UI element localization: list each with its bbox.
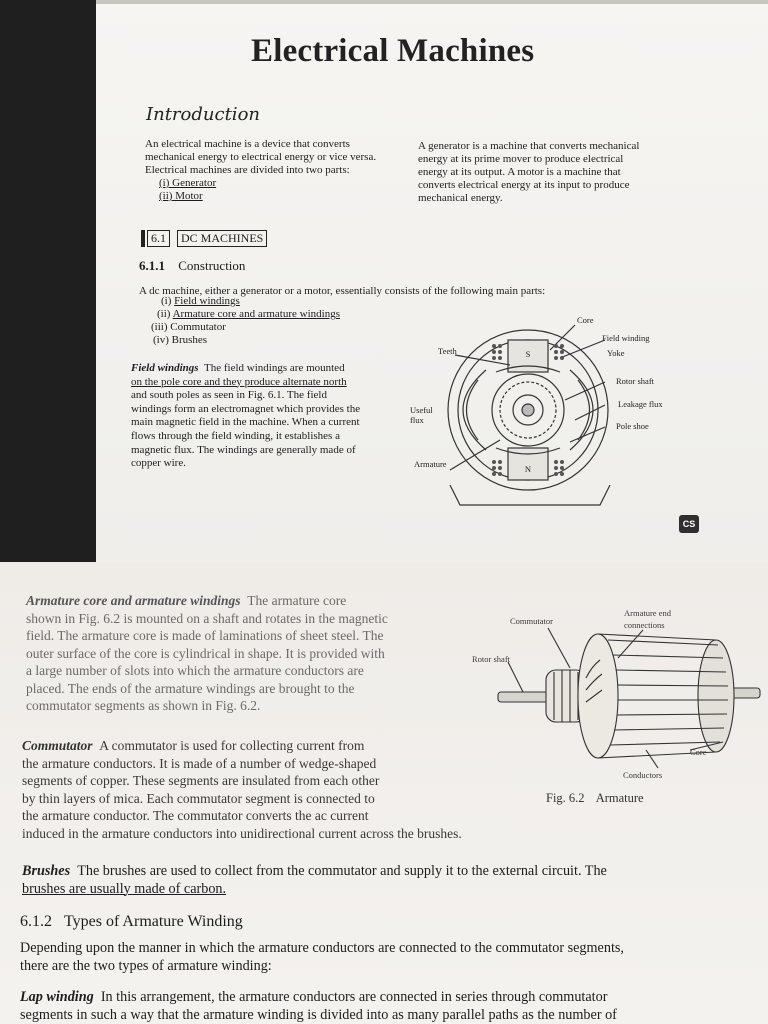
pole-label-n: N <box>524 464 532 474</box>
label-commutator: Commutator <box>510 616 553 626</box>
field-coil-right-top <box>554 344 564 360</box>
fig2-caption <box>546 791 644 806</box>
part-item: (ii) Motor <box>159 190 203 202</box>
field-coil-left-bottom <box>492 460 502 476</box>
field-coil-left-top <box>492 344 502 360</box>
armature-figure <box>468 600 763 810</box>
intro-right-line: energy at its prime mover to produce electrical <box>418 153 624 165</box>
dc-machine-figure <box>400 310 680 510</box>
subsection-number: 6.1.2 <box>20 913 52 930</box>
label-rotor-shaft: Rotor shaft <box>472 654 511 664</box>
brushes-para: Brushes The brushes are used to collect from the commutator and supply it to the external circuit. The brushes are usually made of carbon. <box>22 863 607 897</box>
lap-term: Lap winding <box>20 989 94 1005</box>
label-yoke: Yoke <box>607 348 625 358</box>
label-useful-flux-1: Useful <box>410 405 433 415</box>
commutator-term: Commutator <box>22 738 93 753</box>
label-core: Core <box>577 315 594 325</box>
page-edge <box>96 0 768 4</box>
intro-left-line: Electrical machines are divided into two parts: <box>145 164 350 176</box>
fig2-caption-number: Fig. 6.2 <box>546 791 585 805</box>
field-coil-right-bottom <box>554 460 564 476</box>
leader-line <box>560 340 605 358</box>
leader-line <box>450 440 500 470</box>
label-armature-end-1: Armature end <box>624 608 671 618</box>
leader-line <box>548 628 570 668</box>
section-number: 6.1 <box>147 230 170 247</box>
main-part-item: (i) Field windings <box>161 295 240 307</box>
subsection-heading <box>139 258 245 274</box>
main-parts-list <box>151 295 391 347</box>
label-leakage-flux: Leakage flux <box>618 399 663 409</box>
label-core: Core <box>690 747 707 757</box>
part-item: (i) Generator <box>159 177 217 189</box>
main-part-item: (iv) Brushes <box>153 334 208 346</box>
subsection-title: Types of Armature Winding <box>64 913 243 930</box>
main-part-item: (ii) Armature core and armature windings <box>157 308 340 320</box>
main-part-item: (iii) Commutator <box>151 321 226 333</box>
field-term: Field windings <box>131 362 199 374</box>
section-heading <box>147 230 267 247</box>
label-useful-flux-2: flux <box>410 415 424 425</box>
intro-left <box>145 138 415 203</box>
subsection-title: Construction <box>178 258 246 273</box>
flux-line <box>578 380 590 440</box>
pole-label-s: S <box>525 349 531 359</box>
leader-line <box>618 630 643 658</box>
commutator-para: Commutator A commutator is used for collecting current from the armature conductors. It is made of a number of wedge-shaped segments of copper. These segments are insulated from each other by thin layers of mica. Each commutator segment is connected to the armature conductor. The commutator converts the ac current induced in the armature conductors into unidirectional current across the brushes. <box>22 738 462 841</box>
label-conductors: Conductors <box>623 770 663 780</box>
subsection-number: 6.1.1 <box>139 258 165 273</box>
field-windings-para: Field windings The field windings are mounted on the pole core and they produce alternate north and south poles as seen in Fig. 6.1. The field windings form an electromagnet which provides the main magnetic field in the machine. When a current flows through the field winding, it establishes a magnetic flux. The windings are generally made of copper wire. <box>131 362 361 470</box>
leader-line <box>646 750 658 768</box>
core-back <box>698 640 734 752</box>
section-title: DC MACHINES <box>177 230 267 247</box>
intro-right-line: energy at its output. A motor is a machine that <box>418 166 621 178</box>
intro-left-line: mechanical energy to electrical energy or vice versa. <box>145 151 377 163</box>
core-front <box>578 634 618 758</box>
flux-line <box>467 380 479 440</box>
section-bar <box>141 230 145 247</box>
leader-line <box>565 382 605 400</box>
label-pole-shoe: Pole shoe <box>616 421 649 431</box>
armature-term: Armature core and armature windings <box>26 593 241 608</box>
intro-right <box>418 140 676 205</box>
construction-lead: A dc machine, either a generator or a motor, essentially consists of the following main parts: <box>139 285 546 297</box>
machine-base <box>450 485 610 505</box>
fig2-caption-text: Armature <box>595 791 644 805</box>
page-title: Electrical Machines <box>251 33 535 69</box>
label-armature: Armature <box>414 459 447 469</box>
intro-right-line: mechanical energy. <box>418 192 503 204</box>
intro-heading: Introduction <box>146 104 260 125</box>
intro-left-line: An electrical machine is a device that converts <box>145 138 350 150</box>
types-para: Depending upon the manner in which the armature conductors are connected to the commutator segments, there are the two types of armature winding: <box>20 940 624 974</box>
brushes-term: Brushes <box>22 863 71 879</box>
leader-line <box>508 662 523 692</box>
subsection-heading-2 <box>20 913 243 931</box>
armature-para: Armature core and armature windings The armature core shown in Fig. 6.2 is mounted on a shaft and rotates in the magnetic field. The armature core is made of laminations of sheet steel. The outer surface of the core is cylindrical in shape. It is provided with a large number of slots into which the armature conductors are placed. The ends of the armature windings are brought to the commutator segments as shown in Fig. 6.2. <box>26 593 388 713</box>
lap-para: Lap winding In this arrangement, the armature conductors are connected in series through commutator segments in such a way that the armature winding is divided into as many parallel paths as the number of <box>20 989 617 1023</box>
label-teeth: Teeth <box>438 346 457 356</box>
label-field-winding: Field winding <box>602 333 650 343</box>
intro-right-line: converts electrical energy at its input to produce <box>418 179 630 191</box>
rotor-shaft <box>522 404 534 416</box>
intro-right-line: A generator is a machine that converts mechanical <box>418 140 640 152</box>
cs-badge: CS <box>679 515 699 533</box>
label-rotor-shaft: Rotor shaft <box>616 376 655 386</box>
label-armature-end-2: connections <box>624 620 665 630</box>
